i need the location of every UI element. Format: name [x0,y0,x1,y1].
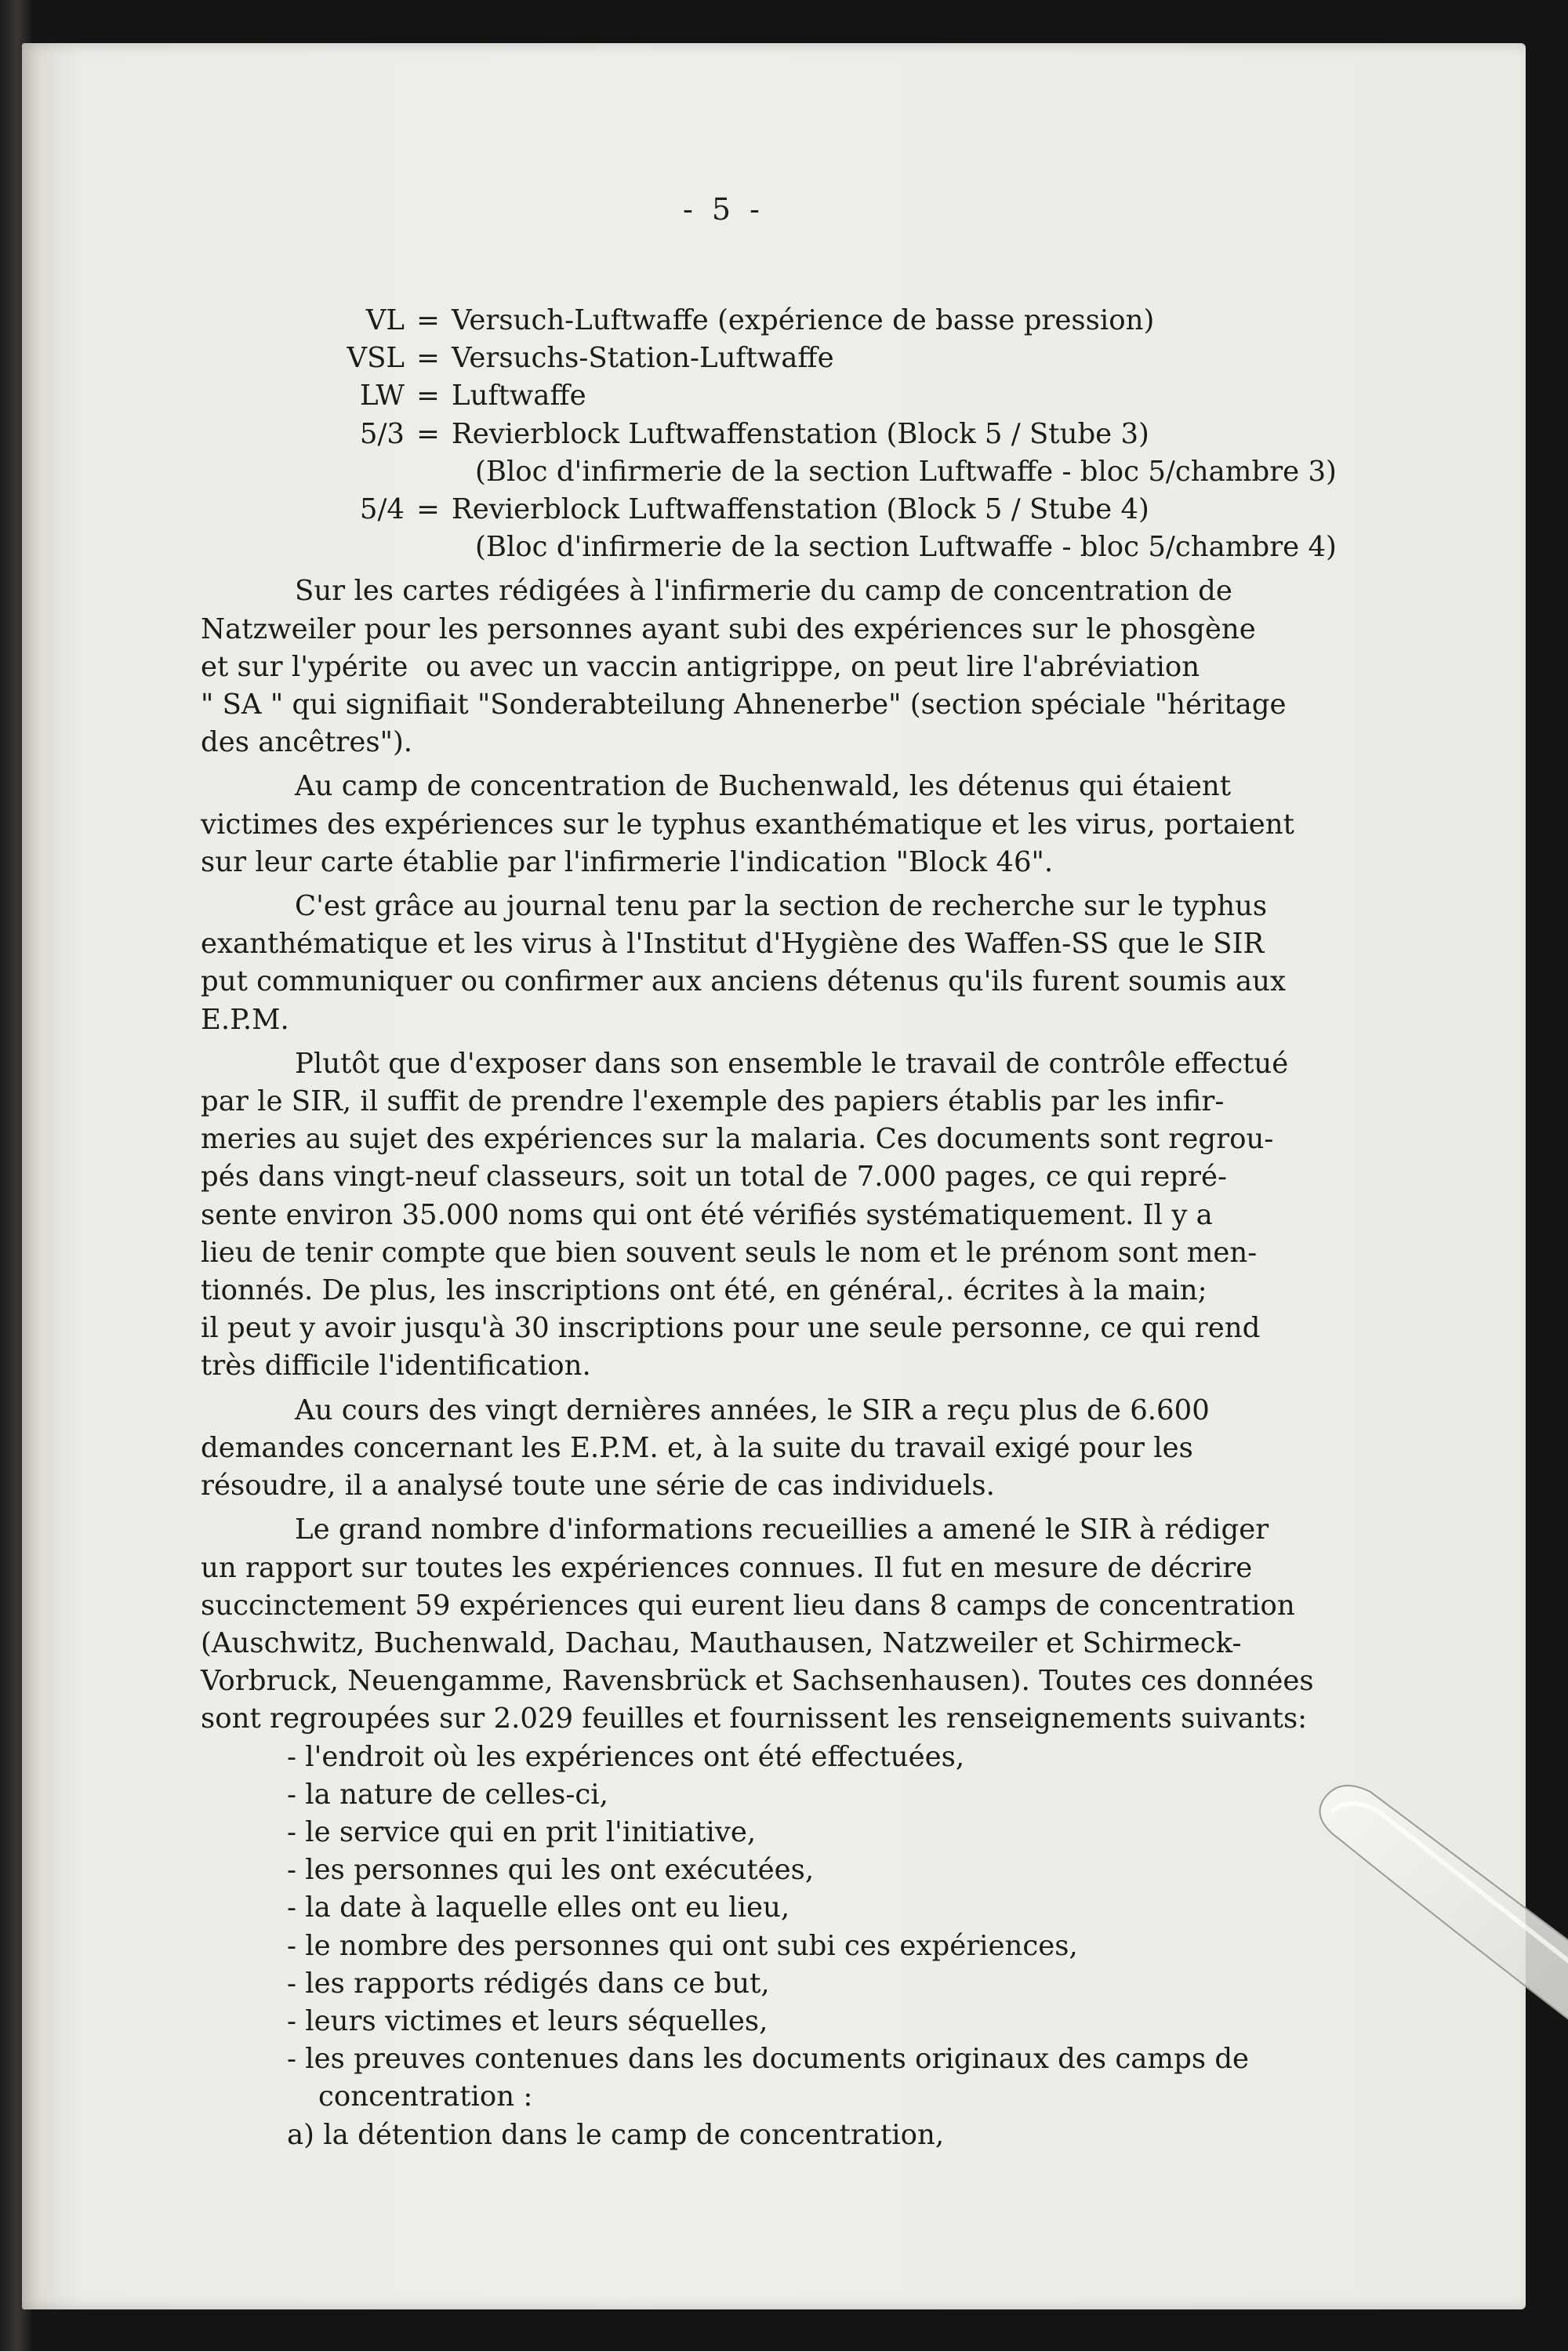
text-line: meries au sujet des expériences sur la malaria. Ces documents sont regrou- [201,1123,1274,1156]
abbreviation-meaning: Luftwaffe [452,380,586,412]
paragraph [201,1511,1534,1738]
abbreviation-note: (Bloc d'infirmerie de la section Luftwaffe - bloc 5/chambre 4) [475,531,1337,564]
abbreviation-row [201,416,1534,453]
page-number: - 5 - [683,192,765,227]
text-line: et sur l'ypérite ou avec un vaccin antigrippe, on peut lire l'abréviation [201,650,1200,683]
paragraph [201,572,1534,761]
list-item: - le nombre des personnes qui ont subi ces expériences, [287,1929,1078,1962]
text-line: sur leur carte établie par l'infirmerie l'indication "Block 46". [201,845,1054,878]
list-item: - l'endroit où les expériences ont été effectuées, [287,1740,965,1773]
text-line: E.P.M. [201,1003,289,1036]
paragraph [201,1392,1534,1506]
list-item: - leurs victimes et leurs séquelles, [287,2004,768,2037]
document-page [22,43,1526,2309]
text-line: (Auschwitz, Buchenwald, Dachau, Mauthausen, Natzweiler et Schirmeck- [201,1626,1242,1659]
abbreviation-row [201,491,1534,529]
text-line: Au camp de concentration de Buchenwald, les détenus qui étaient [295,770,1231,803]
information-list [201,1739,1534,2154]
list-item: - la nature de celles-ci, [287,1778,608,1811]
text-line: succinctement 59 expériences qui eurent lieu dans 8 camps de concentration [201,1589,1295,1622]
abbreviation-code: LW [360,380,405,412]
text-line: il peut y avoir jusqu'à 30 inscriptions pour une seule personne, ce qui rend [201,1312,1261,1345]
text-line: des ancêtres"). [201,726,413,759]
abbreviation-row [201,377,1534,415]
abbreviation-meaning: Revierblock Luftwaffenstation (Block 5 / Stube 3) [452,417,1149,450]
text-line: lieu de tenir compte que bien souvent seuls le nom et le prénom sont men- [201,1236,1258,1269]
text-line: un rapport sur toutes les expériences connues. Il fut en mesure de décrire [201,1551,1253,1584]
list-item: - le service qui en prit l'initiative, [287,1815,757,1848]
text-line: par le SIR, il suffit de prendre l'exemple des papiers établis par les infir- [201,1085,1225,1118]
text-line: Au cours des vingt dernières années, le SIR a reçu plus de 6.600 [295,1394,1210,1426]
text-line: résoudre, il a analysé toute une série de cas individuels. [201,1470,995,1503]
equals-sign: = [416,380,440,412]
text-line: tionnés. De plus, les inscriptions ont été, en général,. écrites à la main; [201,1274,1207,1307]
text-line: Plutôt que d'exposer dans son ensemble le travail de contrôle effectué [295,1047,1289,1080]
abbreviation-row [201,340,1534,377]
equals-sign: = [416,304,440,336]
text-line: victimes des expériences sur le typhus exanthématique et les virus, portaient [201,808,1294,841]
list-item: - la date à laquelle elles ont eu lieu, [287,1891,790,1924]
equals-sign: = [416,417,440,450]
list-item-continuation: concentration : [318,2080,533,2113]
equals-sign: = [416,493,440,526]
abbreviation-meaning: Versuch-Luftwaffe (expérience de basse pression) [452,304,1155,336]
text-line: put communiquer ou confirmer aux anciens détenus qu'ils furent soumis aux [201,965,1287,998]
text-line: Sur les cartes rédigées à l'infirmerie du camp de concentration de [295,575,1232,608]
abbreviation-list [201,302,1534,566]
paragraph [201,768,1534,881]
list-item: - les rapports rédigés dans ce but, [287,1967,770,2000]
text-line: sente environ 35.000 noms qui ont été vérifiés systématiquement. Il y a [201,1198,1213,1231]
text-line: demandes concernant les E.P.M. et, à la suite du travail exigé pour les [201,1431,1193,1464]
text-line: pés dans vingt-neuf classeurs, soit un total de 7.000 pages, ce qui repré- [201,1161,1228,1194]
abbreviation-meaning: Versuchs-Station-Luftwaffe [452,342,834,375]
sub-list-item: a) la détention dans le camp de concentration, [287,2118,945,2151]
page-body [201,302,1534,2154]
text-line: sont regroupées sur 2.029 feuilles et fournissent les renseignements suivants: [201,1702,1308,1735]
list-item: - les personnes qui les ont exécutées, [287,1854,815,1887]
abbreviation-note: (Bloc d'infirmerie de la section Luftwaffe - bloc 5/chambre 3) [475,455,1337,488]
text-line: C'est grâce au journal tenu par la section de recherche sur le typhus [295,890,1268,923]
text-line: exanthématique et les virus à l'Institut d'Hygiène des Waffen-SS que le SIR [201,928,1265,961]
text-line: Vorbruck, Neuengamme, Ravensbrück et Sachsenhausen). Toutes ces données [201,1665,1314,1698]
abbreviation-row [201,302,1534,340]
text-line: Le grand nombre d'informations recueillies a amené le SIR à rédiger [295,1513,1269,1546]
text-line: Natzweiler pour les personnes ayant subi des expériences sur le phosgène [201,612,1256,645]
paragraph [201,888,1534,1039]
list-item: - les preuves contenues dans les documents originaux des camps de [287,2043,1250,2076]
text-line: " SA " qui signifiait "Sonderabteilung Ahnenerbe" (section spéciale "héritage [201,689,1287,721]
abbreviation-code: VSL [347,342,405,375]
paragraph [201,1045,1534,1386]
abbreviation-code: VL [365,304,405,336]
equals-sign: = [416,342,440,375]
abbreviation-code: 5/3 [359,417,405,450]
abbreviation-meaning: Revierblock Luftwaffenstation (Block 5 / Stube 4) [452,493,1149,526]
text-line: très difficile l'identification. [201,1350,591,1383]
abbreviation-code: 5/4 [359,493,405,526]
